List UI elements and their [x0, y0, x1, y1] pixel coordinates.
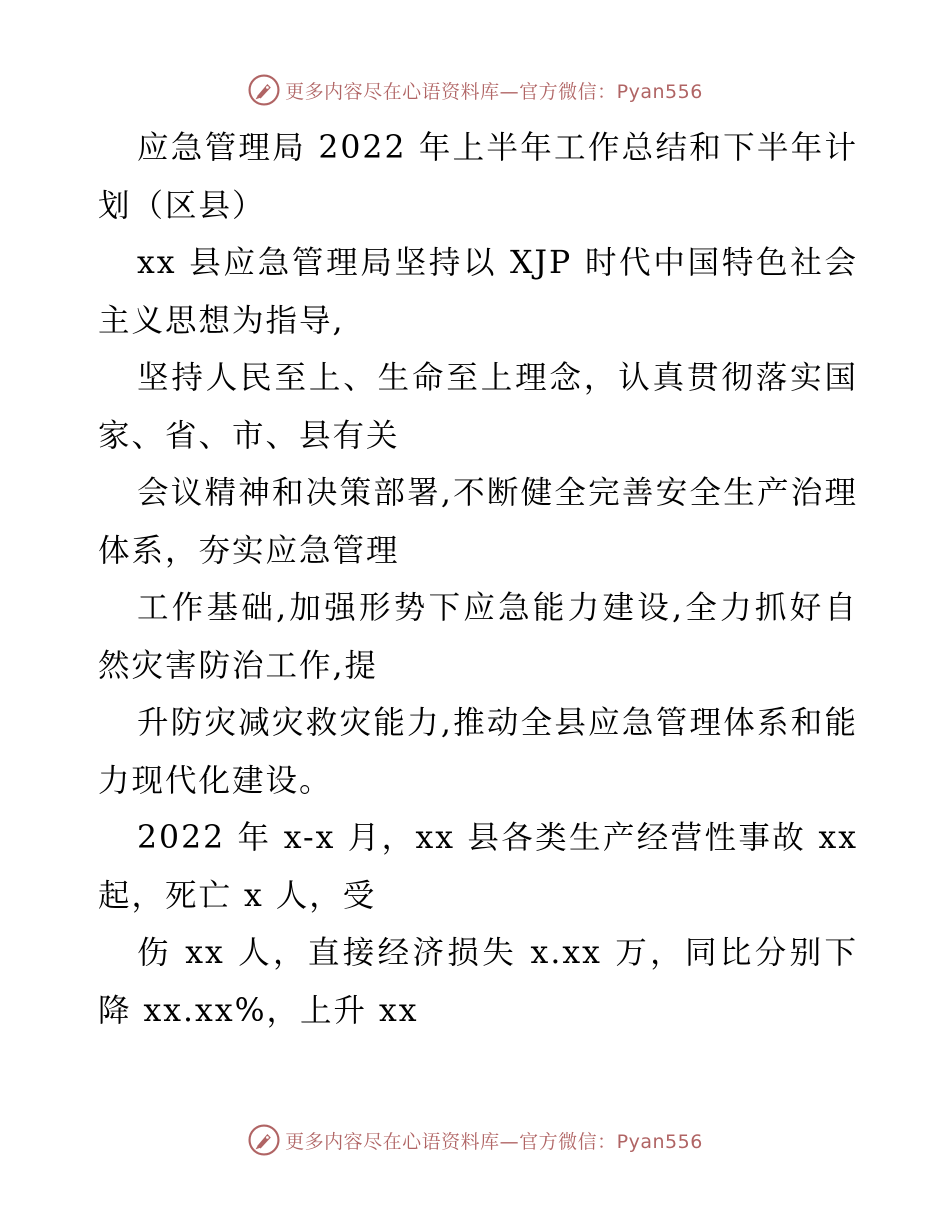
header-watermark: [0, 70, 950, 110]
paragraph: 坚持人民至上、生命至上理念，认真贯彻落实国家、省、市、县有关: [98, 360, 858, 454]
paragraph: 伤 xx 人，直接经济损失 x.xx 万，同比分别下降 xx.xx%，上升 xx: [98, 935, 858, 1029]
paragraph: 会议精神和决策部署,不断健全完善安全生产治理体系，夯实应急管理: [98, 475, 858, 569]
paragraph: 2022 年 x-x 月，xx 县各类生产经营性事故 xx 起，死亡 x 人，受: [98, 820, 858, 914]
paragraph: 升防灾减灾救灾能力,推动全县应急管理体系和能力现代化建设。: [98, 705, 858, 799]
document-body: [98, 120, 858, 1040]
paragraph: 工作基础,加强形势下应急能力建设,全力抓好自然灾害防治工作,提: [98, 590, 858, 684]
document-title: 应急管理局 2022 年上半年工作总结和下半年计划（区县）: [98, 130, 858, 224]
footer-watermark: [0, 1120, 950, 1160]
paragraph: xx 县应急管理局坚持以 XJP 时代中国特色社会主义思想为指导,: [98, 245, 858, 339]
pen-nib-logo-icon: [247, 1123, 281, 1157]
pen-nib-logo-icon: [247, 73, 281, 107]
watermark-text: 更多内容尽在心语资料库—官方微信：Pyan556: [285, 80, 703, 103]
watermark-text: 更多内容尽在心语资料库—官方微信：Pyan556: [285, 1130, 703, 1153]
